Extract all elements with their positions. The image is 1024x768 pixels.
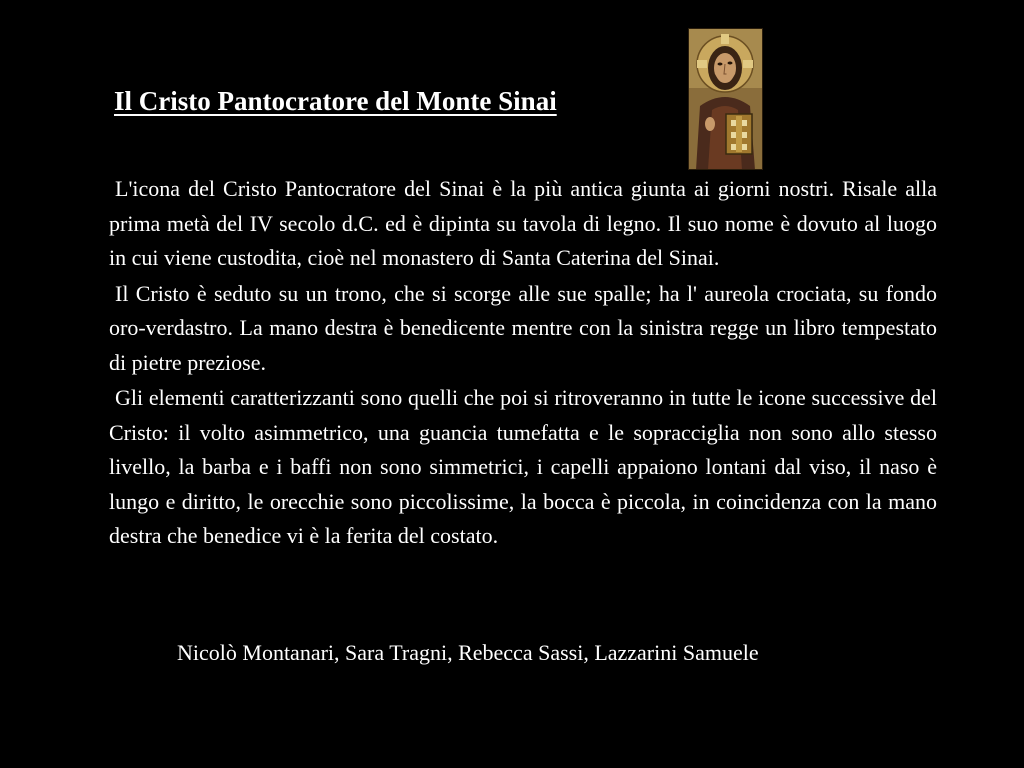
paragraph-history: L'icona del Cristo Pantocratore del Sinai è la più antica giunta ai giorni nostri. Risale alla prima metà del IV secolo d.C. ed è dipinta su tavola di legno. Il suo nome è dovuto al luogo in cui viene custodita, cioè nel monastero di Santa Caterina del Sinai. (109, 176, 937, 270)
authors-line: Nicolò Montanari, Sara Tragni, Rebecca Sassi, Lazzarini Samuele (177, 640, 759, 665)
paragraph-description: Il Cristo è seduto su un trono, che si scorge alle sue spalle; ha l' aureola crociata, su fondo oro-verdastro. La mano destra è benedicente mentre con la sinistra regge un libro tempestato di pietre preziose. (109, 280, 937, 375)
body-text (109, 172, 937, 555)
pantocrator-icon-image (688, 28, 763, 170)
slide-title: Il Cristo Pantocratore del Monte Sinai (114, 86, 557, 116)
paragraph-characteristics: Gli elementi caratterizzanti sono quelli che poi si ritroveranno in tutte le icone successive del Cristo: il volto asimmetrico, una guancia tumefatta e le sopracciglia non sono allo stesso livello, la barba e i baffi non sono simmetrici, i capelli appaiono lontani dal viso, il naso è lungo e diritto, le orecchie sono piccolissime, la bocca è piccola, in coincidenza con la mano destra che benedice vi è la ferita del costato. (109, 385, 937, 548)
